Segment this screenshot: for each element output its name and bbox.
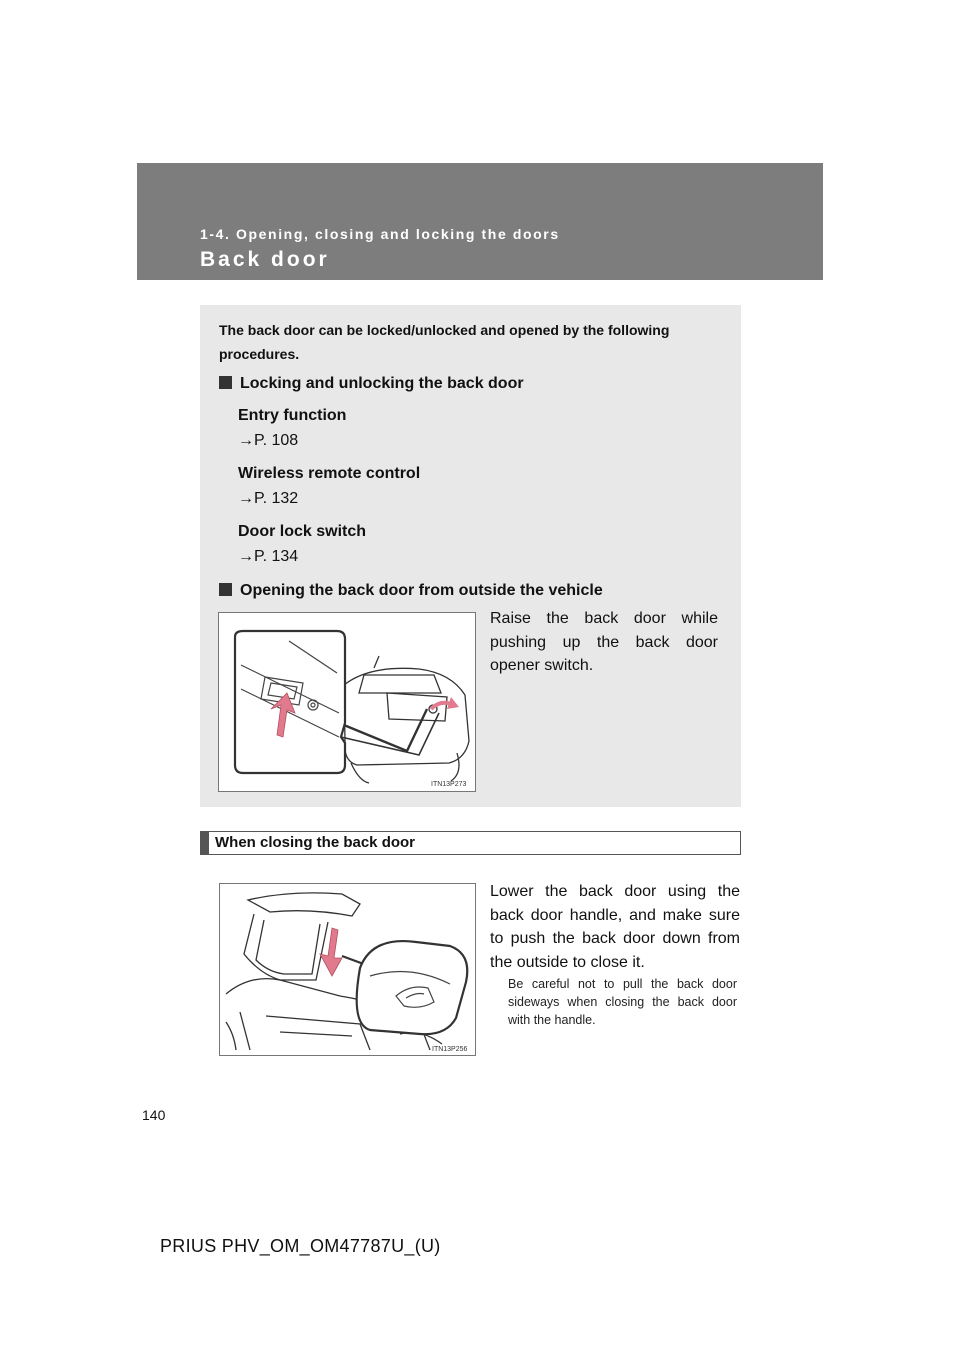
item-entry-function: Entry function — [238, 407, 347, 424]
figure-code: ITN13P273 — [431, 781, 467, 788]
square-bullet-icon — [219, 376, 232, 389]
page-number: 140 — [142, 1107, 166, 1123]
closing-note: Be careful not to pull the back door sideways when closing the back door with the handle. — [508, 977, 737, 1027]
opening-instructions: Raise the back door while pushing up the back door opener switch. — [490, 610, 718, 674]
opening-heading-label: Opening the back door from outside the vehicle — [240, 582, 603, 599]
closing-back-door-illustration — [219, 883, 476, 1056]
item-wireless-remote: Wireless remote control — [238, 465, 421, 482]
closing-drawing — [220, 884, 476, 1056]
square-bullet-icon — [219, 583, 232, 596]
closing-instructions: Lower the back door using the back door handle, and make sure to push the back door down from the outside to close it. — [490, 883, 740, 971]
section-label: 1-4. Opening, closing and locking the doors — [200, 226, 560, 242]
page-title: Back door — [200, 248, 330, 271]
opening-heading — [219, 582, 603, 600]
intro-text: The back door can be locked/unlocked and opened by the following procedures. — [219, 322, 670, 362]
back-door-opener-illustration — [218, 612, 476, 792]
ref-link-door-lock-switch[interactable]: →P. 134 — [238, 548, 299, 565]
closing-heading: When closing the back door — [200, 831, 741, 855]
ref-link-wireless-remote[interactable]: →P. 132 — [238, 490, 299, 507]
locking-heading-label: Locking and unlocking the back door — [240, 375, 524, 392]
item-door-lock-switch: Door lock switch — [238, 523, 367, 540]
locking-heading — [219, 375, 524, 393]
footer-model-code: PRIUS PHV_OM_OM47787U_(U) — [160, 1236, 441, 1256]
figure-code: ITN13P256 — [432, 1046, 468, 1053]
ref-link-entry-function[interactable]: →P. 108 — [238, 432, 299, 449]
opener-drawing — [219, 613, 476, 792]
